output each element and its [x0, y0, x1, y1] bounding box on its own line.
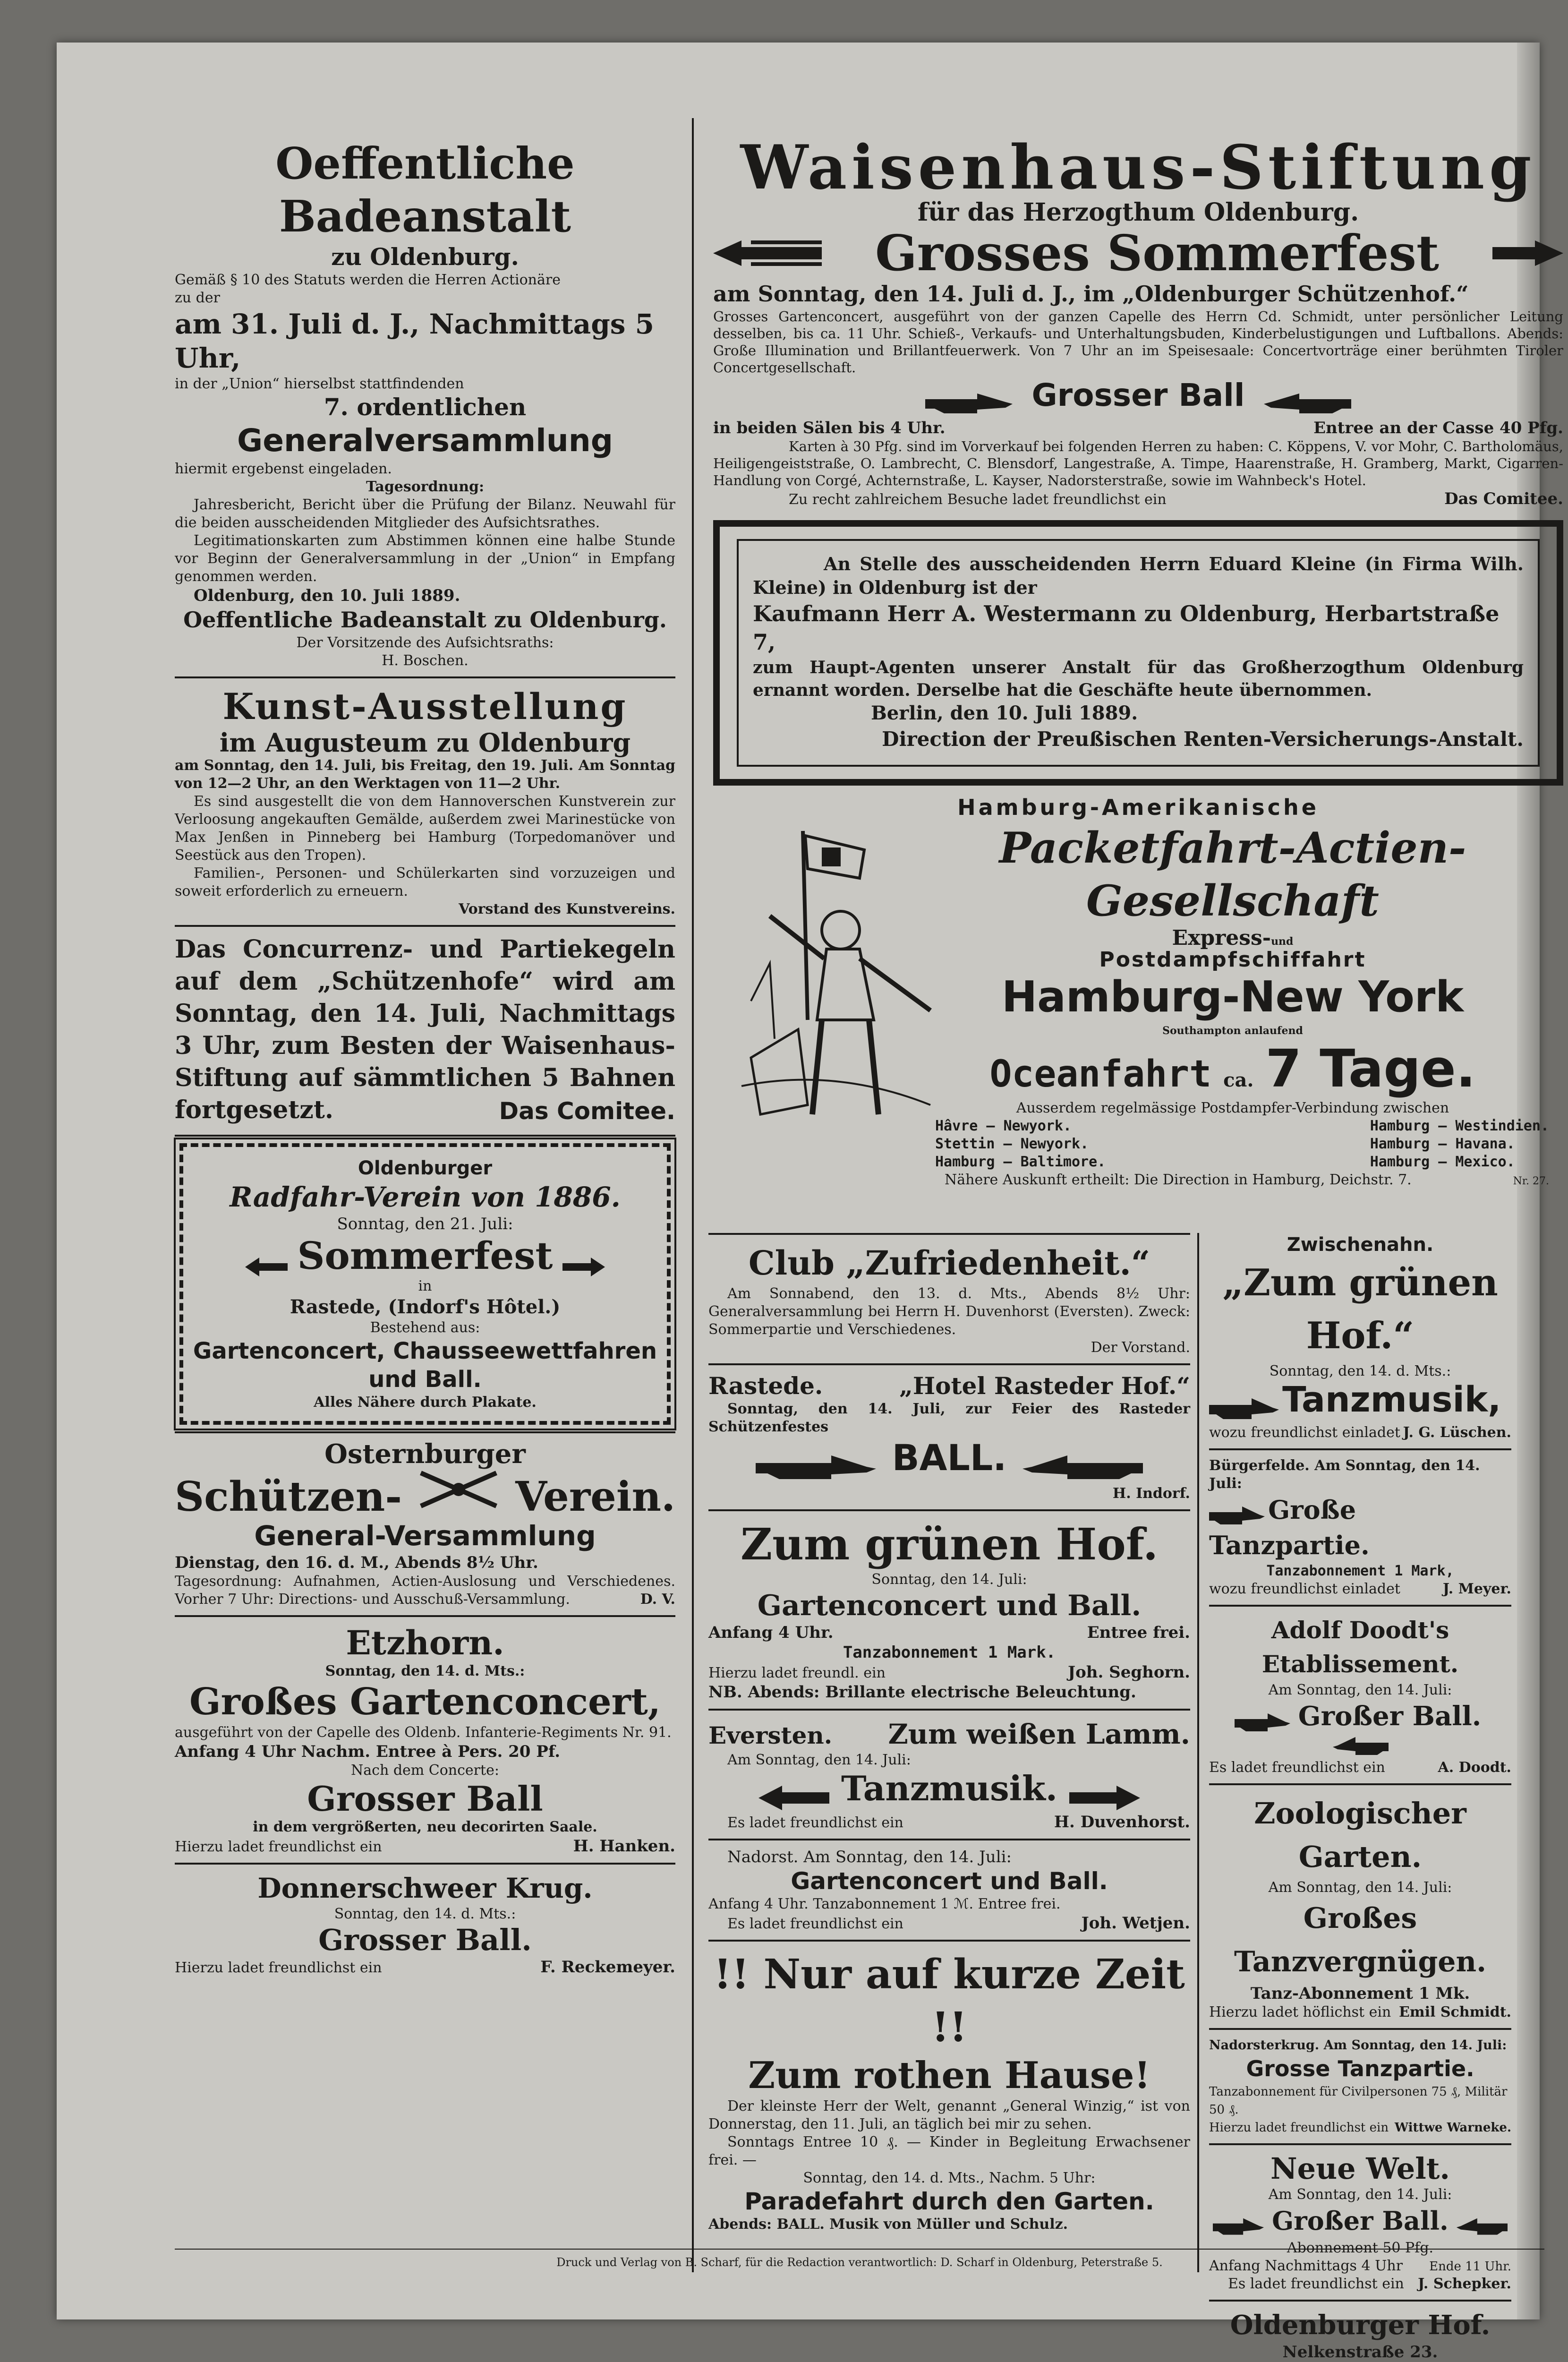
ad-signature: Emil Schmidt.: [1398, 2003, 1511, 2020]
ad-weisses-lamm: [708, 1717, 1190, 1832]
arrow-right-icon: [562, 1258, 605, 1276]
text-line: Entree an der Casse 40 Pfg.: [1313, 418, 1563, 437]
text-line: Es ladet freundlichst ein: [1228, 2276, 1404, 2292]
ad-headline: Große Tanzpartie.: [1209, 1494, 1370, 1560]
text-paragraph: zum Haupt-Agenten unserer Anstalt für das Großherzogthum Oldenburg ernannt worden. Derselbe hat die Geschäfte heute übernommen.: [753, 657, 1524, 700]
ad-title: Adolf Doodt's Etablissement.: [1261, 1616, 1459, 1678]
pointing-hand-left-icon: [1332, 1735, 1389, 1759]
tanzmusik-row: [1209, 1380, 1511, 1424]
divider: [708, 1709, 1190, 1711]
text-line: Tanzabonnement 1 Mark.: [843, 1643, 1056, 1662]
title-row: [708, 1717, 1190, 1751]
text-line: Sonntag, den 21. Juli:: [337, 1215, 513, 1233]
ad-waisenhaus: [713, 132, 1563, 509]
ad-signature: H. Duvenhorst.: [1054, 1813, 1190, 1831]
ad-signature: Das Comitee.: [499, 1097, 675, 1125]
ad-zwischenahn: [1209, 1233, 1511, 1442]
ad-headline: Oceanfahrt: [989, 1053, 1212, 1095]
newspaper-page: [57, 43, 1563, 2362]
text-line: Es ladet freundlichst ein: [727, 1814, 903, 1831]
text-line: Am Sonntag, den 14. Juli:: [1268, 2186, 1452, 2203]
text-line: Tanzabonnement 1 Mark,: [1266, 1563, 1454, 1579]
ad-headline: Grosser Ball: [1031, 377, 1245, 413]
text-line: Sonntag, den 14. Juli:: [871, 1571, 1027, 1588]
ad-kleine-box: [713, 520, 1563, 786]
signature-row: [1209, 1759, 1511, 1777]
entry-row: [708, 1623, 1190, 1643]
text-line: 7. ordentlichen: [324, 393, 527, 421]
text-line: Tagesordnung:: [366, 479, 485, 495]
divider: [708, 1839, 1190, 1840]
divider: [708, 1509, 1190, 1511]
ball-row: [713, 376, 1563, 418]
route: Stettin — Newyork.: [935, 1135, 1089, 1152]
ad-title: Etzhorn.: [346, 1623, 504, 1662]
ad-osternburg: [175, 1440, 675, 1609]
signature-row: [175, 1957, 675, 1977]
pointing-hand-right-icon: [756, 1452, 878, 1485]
text-line: Sonntag, den 14. d. Mts.:: [1269, 1363, 1451, 1379]
ad-title: Oeffentliche Badeanstalt: [275, 138, 575, 242]
column-rule-right: [1197, 1233, 1199, 2272]
rastede-row: [708, 1372, 1190, 1400]
signature-row: [1209, 1580, 1511, 1598]
ad-signature: J. G. Lüschen.: [1403, 1424, 1511, 1441]
ad-title: Waisenhaus-Stiftung: [740, 132, 1536, 203]
signature-row: [708, 1913, 1190, 1933]
ad-signature: Direction der Preußischen Renten-Versicherungs-Anstalt.: [882, 727, 1524, 751]
text-paragraph: Es sind ausgestellt die von dem Hannoverschen Kunstverein zur Verloosung angekauften Gemälde, außerdem zwei Marinestücke von Max Jenßen in Pinneberg bei Hamburg (Torpedomanöver und Seestück aus den Tropen).: [175, 793, 675, 864]
ad-neue-welt: [1209, 2152, 1511, 2294]
ball-row: [1209, 2204, 1511, 2240]
divider: [175, 1135, 675, 1137]
ad-signature: D. V.: [640, 1591, 675, 1608]
text-line: Oldenburger: [358, 1157, 493, 1179]
ad-signature: A. Doodt.: [1438, 1759, 1511, 1776]
arrow-right-icon: [1492, 237, 1563, 270]
text-line: Abends: BALL. Musik von Müller und Schulz.: [708, 2216, 1068, 2233]
text-line: Bestehend aus:: [370, 1319, 480, 1336]
pointing-hand-right-icon: [1209, 1505, 1266, 1528]
text-line: Hierzu ladet freundl. ein: [708, 1664, 886, 1681]
text-line: am Sonntag, den 14. Juli d. J., im „Oldenburger Schützenhof.“: [713, 281, 1469, 307]
divider: [1209, 2300, 1511, 2302]
text-line: Kaufmann Herr A. Westermann zu Oldenburg, Herbartstraße 7,: [753, 600, 1500, 655]
text-line: Postdampfschiffahrt: [1099, 947, 1366, 972]
ad-club: [708, 1241, 1190, 1357]
text-paragraph: Sonntags Entree 10 ₰. — Kinder in Begleitung Erwachsener frei. —: [708, 2134, 1190, 2168]
ad-date: am 31. Juli d. J., Nachmittags 5 Uhr,: [175, 308, 654, 374]
text-line: Hierzu ladet freundlichst ein: [175, 1839, 382, 1855]
text-line: zu der: [175, 290, 220, 306]
ad-signature: H. Hanken.: [573, 1837, 675, 1856]
text-line: Anfang 4 Uhr.: [708, 1623, 834, 1642]
ad-headline: Grosser Ball: [307, 1779, 543, 1819]
text-line: Oldenburg, den 10. Juli 1889.: [194, 586, 460, 605]
text-line: in: [418, 1278, 432, 1294]
ad-oldenburger-hof: [1209, 2308, 1511, 2362]
ad-headline: Tanzmusik,: [1282, 1379, 1501, 1420]
ad-nadorsterkrug: [1209, 2037, 1511, 2137]
ad-headline: Paradefahrt durch den Garten.: [744, 2188, 1154, 2215]
divider: [175, 925, 675, 927]
ad-title: Oldenburger Hof.: [1230, 2310, 1491, 2341]
ad-headline: Großer Ball.: [1272, 2205, 1449, 2236]
text-line: Nähere Auskunft ertheilt: Die Direction in Hamburg, Deichstr. 7.: [945, 1171, 1412, 1188]
ad-signature: H. Indorf.: [1112, 1485, 1190, 1502]
signature-row: [708, 1812, 1190, 1832]
ad-title: Club „Zufriedenheit.“: [748, 1243, 1150, 1283]
ad-etzhorn: [175, 1624, 675, 1856]
arrow-left-icon: [713, 237, 822, 270]
divider: [175, 676, 675, 678]
text-line: Nr. 27.: [1513, 1175, 1549, 1187]
ad-headline: BALL.: [892, 1437, 1007, 1479]
text-line: ca.: [1223, 1069, 1254, 1091]
ad-title: Zum weißen Lamm.: [888, 1718, 1190, 1750]
ad-signature: Das Comitee.: [1444, 489, 1563, 508]
text-line: Anfang Nachmittags 4 Uhr: [1209, 2258, 1403, 2274]
ad-rastede: [708, 1372, 1190, 1503]
ad-headline: Sommerfest: [297, 1233, 553, 1278]
text-line: Berlin, den 10. Juli 1889.: [871, 702, 1138, 724]
ad-signature: J. Meyer.: [1442, 1581, 1511, 1597]
text-paragraph: Grosses Gartenconcert, ausgeführt von der ganzen Capelle des Herrn Cd. Schmidt, unter persönlicher Leitung desselben, bis ca. 11 Uhr. Schieß-, Verkaufs- und Unterhaltungsbuden, Kinderbelustigungen und Luftballons. Abends: Große Illumination und Brillantfeuerwerk. Von 7 Uhr an im Speisesaale: Concertvorträge einer berühmten Tiroler Concertgesellschaft.: [713, 308, 1563, 376]
ad-signature: Joh. Seghorn.: [1068, 1662, 1190, 1682]
ad-subtitle: für das Herzogthum Oldenburg.: [917, 198, 1359, 227]
text-line: Zwischenahn.: [1287, 1234, 1434, 1256]
left-column: [175, 137, 675, 1977]
ball-row: [708, 1436, 1190, 1485]
right-column: [1209, 1233, 1511, 2362]
divider: [1209, 2028, 1511, 2030]
ocean-row: [897, 1038, 1568, 1099]
tanzpartie-row: [1209, 1493, 1511, 1563]
pointing-hand-left-icon: [1261, 390, 1351, 418]
text-line: Entree frei.: [1087, 1623, 1190, 1642]
routes-right: [1370, 1117, 1549, 1171]
text-line: Eversten.: [708, 1721, 833, 1749]
pointing-hand-left-icon: [1020, 1452, 1143, 1485]
text-line: Sonntag, den 14. d. Mts.:: [325, 1663, 525, 1679]
signature-row: [1209, 2003, 1511, 2021]
ad-headline: Grosses Sommerfest: [875, 224, 1440, 282]
arrow-left-icon: [758, 1784, 829, 1812]
ad-headline: Grosser Ball.: [318, 1923, 532, 1957]
ad-title: !! Nur auf kurze Zeit !!: [714, 1951, 1185, 2051]
ad-headline: Tanzmusik.: [841, 1768, 1057, 1808]
ad-headline: Großes Gartenconcert,: [189, 1680, 661, 1723]
ad-headline: General-Versammlung: [254, 1520, 596, 1552]
route: Hâvre — Newyork.: [935, 1117, 1072, 1134]
ad-headline: Grosse Tanzpartie.: [1246, 2055, 1474, 2081]
text-line: Express-und: [1172, 925, 1294, 950]
hapag-body: [713, 822, 1563, 1188]
ad-subtitle: im Augusteum zu Oldenburg: [219, 727, 631, 758]
signature-row: [175, 1836, 675, 1856]
text-line: Ende 11 Uhr.: [1429, 2259, 1511, 2274]
ad-zoo: [1209, 1792, 1511, 2021]
text-paragraph: Karten à 30 Pfg. sind im Vorverkauf bei folgenden Herren zu haben: C. Köppens, V. vor Mohr, C. Bartholomäus, Heiligengeiststraße, O. Lambrecht, C. Blensdorf, Langestraße, A. Timpe, Haarenstraße, H. Gramberg, Markt, Cigarren-Handlung von Corgé, Achternstraße, L. Kayser, Nadorsterstraße, sowie im Wahnbeck's Hotel.: [713, 438, 1563, 488]
ad-signature: Der Vorstand.: [1091, 1339, 1190, 1356]
divider: [708, 1940, 1190, 1942]
imprint: Druck und Verlag von B. Scharf, für die Redaction verantwortlich: D. Scharf in Oldenburg, Peterstraße 5.: [556, 2256, 1163, 2269]
ad-title: Hamburg-Amerikanische: [957, 794, 1319, 820]
text-line: Zu recht zahlreichem Besuche ladet freundlichst ein: [789, 491, 1167, 508]
ad-signature: J. Schepker.: [1418, 2276, 1511, 2292]
footer-rule: [175, 2249, 1544, 2250]
ad-buergerfelde: [1209, 1457, 1511, 1599]
text-line: Am Sonntag, den 14. Juli:: [1268, 1682, 1452, 1698]
ad-headline: Gartenconcert und Ball.: [757, 1589, 1142, 1622]
text-line: Abonnement 50 Pfg.: [1287, 2240, 1434, 2256]
divider: [1209, 1605, 1511, 1607]
divider: [1209, 2143, 1511, 2145]
text-line: Am Sonntag, den 14. Juli:: [727, 1751, 911, 1768]
text-line: Bürgerfelde. Am Sonntag, den 14. Juli:: [1209, 1457, 1480, 1492]
text-line: Anfang 4 Uhr. Tanzabonnement 1 ℳ. Entree frei.: [708, 1896, 1061, 1912]
hapag-text: [897, 822, 1568, 1189]
text-line: in beiden Sälen bis 4 Uhr.: [713, 418, 946, 437]
signature-row: [1209, 2119, 1511, 2137]
footer: [175, 2244, 1544, 2270]
ad-title: Verein.: [515, 1473, 675, 1521]
auskunft-row: [897, 1171, 1568, 1189]
text-line: Rastede.: [708, 1372, 823, 1400]
text-line: Hierzu ladet höflichst ein: [1209, 2003, 1391, 2020]
top-wide-column: [713, 132, 1563, 1188]
divider: [708, 1233, 1190, 1235]
text-paragraph: ausgeführt von der Capelle des Oldenb. Infanterie-Regiments Nr. 91.: [175, 1724, 672, 1741]
ad-signature: Oeffentliche Badeanstalt zu Oldenburg.: [183, 607, 667, 633]
signature-row: [1209, 2275, 1511, 2293]
ad-badeanstalt: [175, 137, 675, 670]
route: Hamburg — Havana.: [1370, 1135, 1515, 1152]
text-line: Der Vorsitzende des Aufsichtsraths:: [296, 634, 554, 651]
divider: [175, 1615, 675, 1617]
ad-title: Kunst-Ausstellung: [222, 685, 628, 727]
text-line: wozu freundlichst einladet: [1209, 1581, 1400, 1597]
text-line: Hierzu ladet freundlichst ein: [175, 1960, 382, 1976]
text-line: Nadorsterkrug. Am Sonntag, den 14. Juli:: [1209, 2037, 1507, 2053]
text-line: wozu freundlichst einladet: [1209, 1424, 1400, 1441]
ad-text: Das Concurrenz- und Partiekegeln auf dem „Schützenhofe“ wird am Sonntag, den 14. Juli, Nachmittags 3 Uhr, zum Besten der Waisenhaus-Stiftung auf sämmtlichen 5 Bahnen fortgesetzt.: [175, 935, 675, 1124]
ad-headline: Großer Ball.: [1298, 1701, 1482, 1732]
text-paragraph: Jahresbericht, Bericht über die Prüfung der Bilanz. Neuwahl für die beiden ausscheidenden Mitglieder des Aufsichtsrathes.: [175, 496, 675, 531]
ad-title: Osternburger: [324, 1438, 526, 1470]
divider: [1209, 1448, 1511, 1450]
entry-row: [713, 418, 1563, 438]
arrow-right-icon: [1069, 1784, 1140, 1812]
text-line: Nach dem Concerte:: [351, 1762, 499, 1779]
ad-headline: Packetfahrt-Actien-Gesellschaft: [999, 822, 1466, 926]
ad-donnerschweer: [175, 1871, 675, 1977]
pointing-hand-right-icon: [925, 390, 1015, 418]
text-line: in der „Union“ hierselbst stattfindenden: [175, 376, 464, 392]
ad-headline: Großes Tanzvergnügen.: [1234, 1901, 1486, 1978]
route: Hamburg — Mexico.: [1370, 1153, 1515, 1170]
ad-gruener-hof: [708, 1518, 1190, 1702]
signature-row: [708, 1662, 1190, 1682]
pointing-hand-right-icon: [1213, 2216, 1265, 2239]
text-paragraph: NB. Abends: Brillante electrische Beleuchtung.: [708, 1682, 1136, 1702]
text-line: Tanz-Abonnement 1 Mk.: [1250, 1984, 1470, 2003]
text-line: Anfang 4 Uhr Nachm. Entree à Pers. 20 Pf.: [175, 1742, 561, 1761]
text-line: hiermit ergebenst eingeladen.: [175, 461, 392, 477]
ad-hapag: [713, 793, 1563, 1188]
divider: [175, 1431, 675, 1433]
routes-left: [935, 1117, 1106, 1171]
ad-signature: Joh. Wetjen.: [1081, 1914, 1190, 1933]
ad-headline: Gartenconcert und Ball.: [791, 1867, 1108, 1895]
ad-title: Donnerschweer Krug.: [257, 1872, 593, 1904]
column-rule-left: [692, 118, 694, 2272]
ad-radfahr-frame: [179, 1143, 671, 1425]
text-paragraph: am Sonntag, den 14. Juli, bis Freitag, den 19. Juli. Am Sonntag von 12—2 Uhr, an den Werktagen von 11—2 Uhr.: [175, 757, 675, 792]
ad-doodt: [1209, 1613, 1511, 1777]
divider: [175, 1863, 675, 1865]
ad-headline: Generalversammlung: [237, 422, 613, 459]
ad-title: Zoologischer Garten.: [1254, 1796, 1466, 1874]
ad-signature: F. Reckemeyer.: [540, 1958, 675, 1977]
text-paragraph: Tagesordnung: Aufnahmen, Actien-Auslosung und Verschiedenes. Vorher 7 Uhr: Directions- und Ausschuß-Versammlung.: [175, 1573, 675, 1608]
text-line: Southampton anlaufend: [1162, 1024, 1303, 1037]
ad-title: Neue Welt.: [1270, 2151, 1450, 2186]
text-line: Es ladet freundlichst ein: [727, 1916, 903, 1932]
text-paragraph: Familien-, Personen- und Schülerkarten sind vorzuzeigen und soweit erforderlich zu erneuern.: [175, 865, 675, 899]
text-line: Sonntag, den 14. d. Mts.:: [334, 1906, 516, 1922]
arrow-left-icon: [245, 1258, 288, 1276]
text-line: Hierzu ladet freundlichst ein: [1209, 2120, 1389, 2135]
text-line: H. Boschen.: [382, 652, 469, 669]
ad-kunst: [175, 685, 675, 918]
text-paragraph: Der kleinste Herr der Welt, genannt „General Winzig,“ ist von Donnerstag, den 11. Juli, an täglich bei mir zu sehen.: [708, 2098, 1190, 2132]
divider: [1209, 1783, 1511, 1785]
middle-column: [708, 1233, 1190, 2234]
ad-subtitle: Zum rothen Hause!: [748, 2054, 1150, 2097]
ad-subtitle: zu Oldenburg.: [331, 243, 519, 271]
route: Hamburg — Baltimore.: [935, 1153, 1106, 1170]
text-line: Alles Nähere durch Plakate.: [314, 1394, 537, 1411]
text-line: in dem vergrößerten, neu decorirten Saale.: [253, 1819, 597, 1835]
ad-title: „Hotel Rasteder Hof.“: [899, 1372, 1190, 1400]
tanzmusik-row: [708, 1769, 1190, 1813]
text-paragraph: An Stelle des ausscheidenden Herrn Eduard Kleine (in Firma Wilh. Kleine) in Oldenburg ist der: [753, 553, 1524, 598]
pointing-hand-left-icon: [1456, 2216, 1508, 2239]
divider: [708, 1363, 1190, 1365]
text-line: Nelkenstraße 23.: [1282, 2343, 1438, 2362]
text-line: Tanzabonnement für Civilpersonen 75 ₰, Militär 50 ₰.: [1209, 2084, 1508, 2117]
routes-row: [897, 1117, 1568, 1171]
schuetzen-row: [175, 1468, 675, 1519]
ad-kegeln: [175, 933, 675, 1128]
signature-row: [713, 489, 1563, 509]
ad-nadorst: [708, 1847, 1190, 1933]
text-line: Ausserdem regelmässige Postdampfer-Verbindung zwischen: [1016, 1099, 1449, 1116]
ad-title: Zum grünen Hof.: [740, 1518, 1159, 1570]
text-paragraph: Am Sonnabend, den 13. d. Mts., Abends 8½ Uhr: Generalversammlung bei Herrn H. Duvenhorst (Eversten). Zweck: Sommerpartie und Verschiedenes.: [708, 1285, 1190, 1338]
inner-box: [737, 539, 1540, 767]
ad-headline: Gartenconcert, Chausseewettfahren und Ball.: [193, 1338, 657, 1393]
crossed-rifles-icon: [416, 1468, 501, 1511]
ad-title: Radfahr-Verein von 1886.: [230, 1181, 621, 1213]
text-line: Nadorst. Am Sonntag, den 14. Juli:: [727, 1848, 1012, 1866]
ad-kurze-zeit: [708, 1948, 1190, 2234]
pointing-hand-right-icon: [1235, 1712, 1291, 1735]
ad-signature: Vorstand des Kunstvereins.: [459, 901, 675, 917]
text-line: Sonntag, den 14. d. Mts., Nachm. 5 Uhr:: [803, 2170, 1096, 2186]
text-line: Es ladet freundlichst ein: [1209, 1759, 1385, 1776]
ad-headline: 7 Tage.: [1265, 1038, 1476, 1099]
text-line: Gemäß § 10 des Statuts werden die Herren Actionäre: [175, 272, 561, 288]
text-line: Dienstag, den 16. d. M., Abends 8½ Uhr.: [175, 1553, 538, 1572]
ball-row: [1209, 1699, 1511, 1759]
signature-row: [1209, 1424, 1511, 1442]
pointing-hand-right-icon: [1209, 1395, 1280, 1424]
route: Hamburg — Westindien.: [1370, 1117, 1549, 1134]
ad-headline: Hamburg-New York: [1001, 972, 1464, 1022]
ad-title: „Zum grünen Hof.“: [1222, 1261, 1498, 1357]
text-paragraph: Sonntag, den 14. Juli, zur Feier des Rasteder Schützenfestes: [708, 1401, 1190, 1435]
ad-title: Schützen-: [175, 1473, 402, 1521]
text-line: Rastede, (Indorf's Hôtel.): [290, 1296, 561, 1318]
ad-signature: Wittwe Warneke.: [1394, 2120, 1511, 2135]
sommerfest-row: [713, 224, 1563, 282]
sommerfest-row: [193, 1234, 657, 1277]
text-line: Am Sonntag, den 14. Juli:: [1268, 1879, 1452, 1896]
text-paragraph: Legitimationskarten zum Abstimmen können eine halbe Stunde vor Beginn der Generalversammlung in der „Union“ in Empfang genommen werden.: [175, 532, 675, 585]
